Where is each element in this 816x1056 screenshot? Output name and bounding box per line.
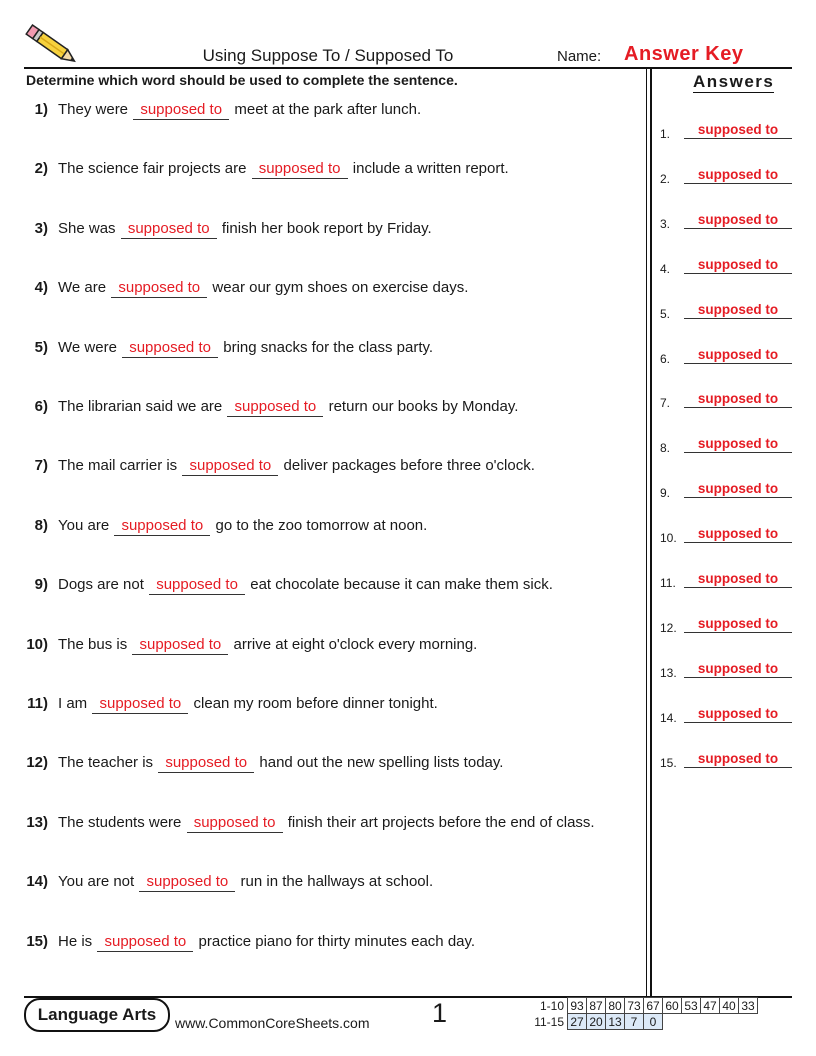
- answer-blank: supposed to: [111, 279, 207, 298]
- question-number: 12): [26, 754, 48, 772]
- score-cell: 33: [739, 998, 758, 1014]
- question-text-after: deliver packages before three o'clock.: [283, 457, 535, 475]
- answers-heading: Answers: [693, 72, 775, 91]
- question-row: [0, 218, 640, 242]
- answer-row: [660, 748, 792, 770]
- column-divider: [650, 69, 652, 996]
- answer-line: supposed to: [684, 257, 792, 274]
- score-cell: 80: [606, 998, 625, 1014]
- question-text-before: We are: [58, 279, 107, 297]
- question-text-after: practice piano for thirty minutes each day.: [198, 932, 476, 950]
- question-text-before: The students were: [58, 813, 182, 831]
- score-cell: 47: [701, 998, 720, 1014]
- question-text-after: finish their art projects before the end of class.: [287, 813, 595, 831]
- answer-row: [660, 613, 792, 635]
- brand-badge: Language Arts: [24, 998, 170, 1032]
- score-cell: 13: [606, 1014, 625, 1030]
- answer-row: [660, 209, 792, 231]
- answer-number: 15.: [660, 755, 677, 770]
- question-number: 10): [26, 635, 48, 653]
- score-cell: 40: [720, 998, 739, 1014]
- question-text-before: The teacher is: [58, 754, 154, 772]
- question-text-after: arrive at eight o'clock every morning.: [233, 635, 478, 653]
- question-row: [0, 277, 640, 301]
- answer-line: supposed to: [684, 481, 792, 498]
- question-number: 4): [34, 279, 48, 297]
- answer-row: [660, 703, 792, 725]
- question-row: [0, 515, 640, 539]
- question-row: [0, 99, 640, 123]
- answer-number: 10.: [660, 531, 677, 546]
- answer-line: supposed to: [684, 122, 792, 139]
- answer-blank: supposed to: [97, 933, 193, 952]
- question-number: 15): [26, 932, 48, 950]
- answer-line: supposed to: [684, 616, 792, 633]
- question-row: [0, 455, 640, 479]
- answer-number: 8.: [660, 441, 671, 456]
- question-text-before: I am: [58, 695, 88, 712]
- answer-blank: supposed to: [252, 160, 348, 179]
- answer-blank: supposed to: [122, 339, 218, 358]
- answer-row: [660, 344, 792, 366]
- answer-blank: supposed to: [227, 398, 323, 417]
- answer-blank: supposed to: [92, 695, 188, 714]
- question-number: 8): [34, 516, 48, 534]
- question-number: 13): [26, 813, 48, 831]
- question-text-after: wear our gym shoes on exercise days.: [212, 279, 469, 297]
- answer-number: 14.: [660, 710, 677, 725]
- question-text-after: go to the zoo tomorrow at noon.: [215, 516, 428, 534]
- question-text-before: You are: [58, 516, 110, 534]
- question-text-after: run in the hallways at school.: [240, 873, 434, 891]
- question-row: [0, 812, 640, 836]
- answer-line: supposed to: [684, 436, 792, 453]
- name-label: Name:: [557, 48, 602, 65]
- score-cell: 93: [568, 998, 587, 1014]
- question-text-before: We were: [58, 338, 117, 356]
- score-cell: 67: [644, 998, 663, 1014]
- score-cell: 87: [587, 998, 606, 1014]
- question-number: 2): [34, 160, 48, 178]
- question-number: 6): [34, 398, 48, 415]
- question-text-before: The bus is: [58, 635, 128, 653]
- question-text-before: They were: [58, 101, 129, 118]
- answer-row: [660, 568, 792, 590]
- answer-row: [660, 658, 792, 680]
- question-text-before: The science fair projects are: [58, 160, 247, 178]
- question-text-after: eat chocolate because it can make them sick.: [250, 576, 553, 594]
- score-row: [524, 1014, 758, 1030]
- instructions: Determine which word should be used to complete the sentence.: [26, 72, 458, 88]
- score-cell: 7: [625, 1014, 644, 1030]
- question-number: 7): [34, 457, 48, 475]
- question-row: [0, 693, 640, 717]
- answer-line: supposed to: [684, 347, 792, 364]
- answer-line: supposed to: [684, 526, 792, 543]
- answer-row: [660, 299, 792, 321]
- site-url: www.CommonCoreSheets.com: [175, 1015, 370, 1031]
- answer-number: 3.: [660, 216, 671, 231]
- question-text-after: meet at the park after lunch.: [234, 101, 422, 118]
- answer-number: 1.: [660, 127, 671, 141]
- page-number: 1: [432, 998, 448, 1028]
- question-number: 1): [34, 101, 48, 118]
- question-row: [0, 752, 640, 776]
- answer-blank: supposed to: [114, 517, 210, 536]
- worksheet-title: Using Suppose To / Supposed To: [202, 46, 454, 65]
- question-number: 5): [34, 338, 48, 356]
- answer-row: [660, 254, 792, 276]
- answer-number: 5.: [660, 306, 671, 321]
- score-cell: 60: [663, 998, 682, 1014]
- question-row: [0, 931, 640, 955]
- answer-blank: supposed to: [158, 754, 254, 773]
- answer-number: 9.: [660, 486, 671, 501]
- answer-line: supposed to: [684, 706, 792, 723]
- answer-key-label: Answer Key: [624, 43, 744, 65]
- score-cell: 27: [568, 1014, 587, 1030]
- answer-row: [660, 119, 792, 141]
- question-text-before: Dogs are not: [58, 576, 144, 594]
- answer-number: 7.: [660, 396, 671, 411]
- answer-number: 13.: [660, 665, 677, 680]
- answer-blank: supposed to: [139, 873, 235, 892]
- question-text-after: bring snacks for the class party.: [223, 338, 434, 356]
- score-cell: 0: [644, 1014, 663, 1030]
- score-cell: 20: [587, 1014, 606, 1030]
- score-range-label: 1-10: [539, 998, 564, 1013]
- answer-number: 12.: [660, 620, 677, 635]
- question-text-before: She was: [58, 219, 116, 237]
- answer-row: [660, 388, 792, 410]
- question-text-after: hand out the new spelling lists today.: [259, 754, 504, 772]
- question-number: 9): [34, 576, 48, 594]
- answer-blank: supposed to: [182, 457, 278, 476]
- answer-row: [660, 433, 792, 455]
- answer-blank: supposed to: [133, 101, 229, 120]
- score-row: [524, 998, 758, 1014]
- score-range-label: 11-15: [534, 1014, 564, 1029]
- answer-blank: supposed to: [121, 220, 217, 239]
- answer-number: 11.: [660, 576, 676, 590]
- question-row: [0, 634, 640, 658]
- question-row: [0, 871, 640, 895]
- answer-row: [660, 523, 792, 545]
- column-divider: [646, 69, 647, 996]
- question-row: [0, 337, 640, 361]
- score-cell: 53: [682, 998, 701, 1014]
- answer-number: 6.: [660, 351, 671, 366]
- score-table: [524, 997, 758, 1030]
- answer-line: supposed to: [684, 751, 792, 768]
- question-text-before: The librarian said we are: [58, 398, 223, 415]
- question-number: 3): [34, 219, 48, 237]
- answer-line: supposed to: [684, 391, 792, 408]
- answer-line: supposed to: [684, 302, 792, 319]
- score-cell: 73: [625, 998, 644, 1014]
- answer-line: supposed to: [684, 212, 792, 229]
- question-number: 11): [27, 695, 48, 712]
- question-text-after: finish her book report by Friday.: [221, 219, 432, 237]
- header-divider: [24, 67, 792, 69]
- question-text-before: He is: [58, 932, 93, 950]
- question-text-after: include a written report.: [352, 160, 509, 178]
- answer-blank: supposed to: [149, 576, 245, 595]
- question-number: 14): [26, 873, 48, 891]
- answer-row: [660, 478, 792, 500]
- question-text-before: The mail carrier is: [58, 457, 178, 475]
- question-text-after: return our books by Monday.: [328, 398, 519, 415]
- answer-number: 4.: [660, 261, 671, 276]
- answer-row: [660, 164, 792, 186]
- answer-blank: supposed to: [132, 636, 228, 655]
- answer-blank: supposed to: [187, 814, 283, 833]
- question-row: [0, 574, 640, 598]
- question-row: [0, 158, 640, 182]
- answer-line: supposed to: [684, 661, 792, 678]
- question-text-after: clean my room before dinner tonight.: [193, 695, 438, 712]
- answer-number: 2.: [660, 171, 671, 186]
- question-row: [0, 396, 640, 420]
- answer-line: supposed to: [684, 167, 792, 184]
- question-text-before: You are not: [58, 873, 135, 891]
- answer-line: supposed to: [684, 571, 792, 588]
